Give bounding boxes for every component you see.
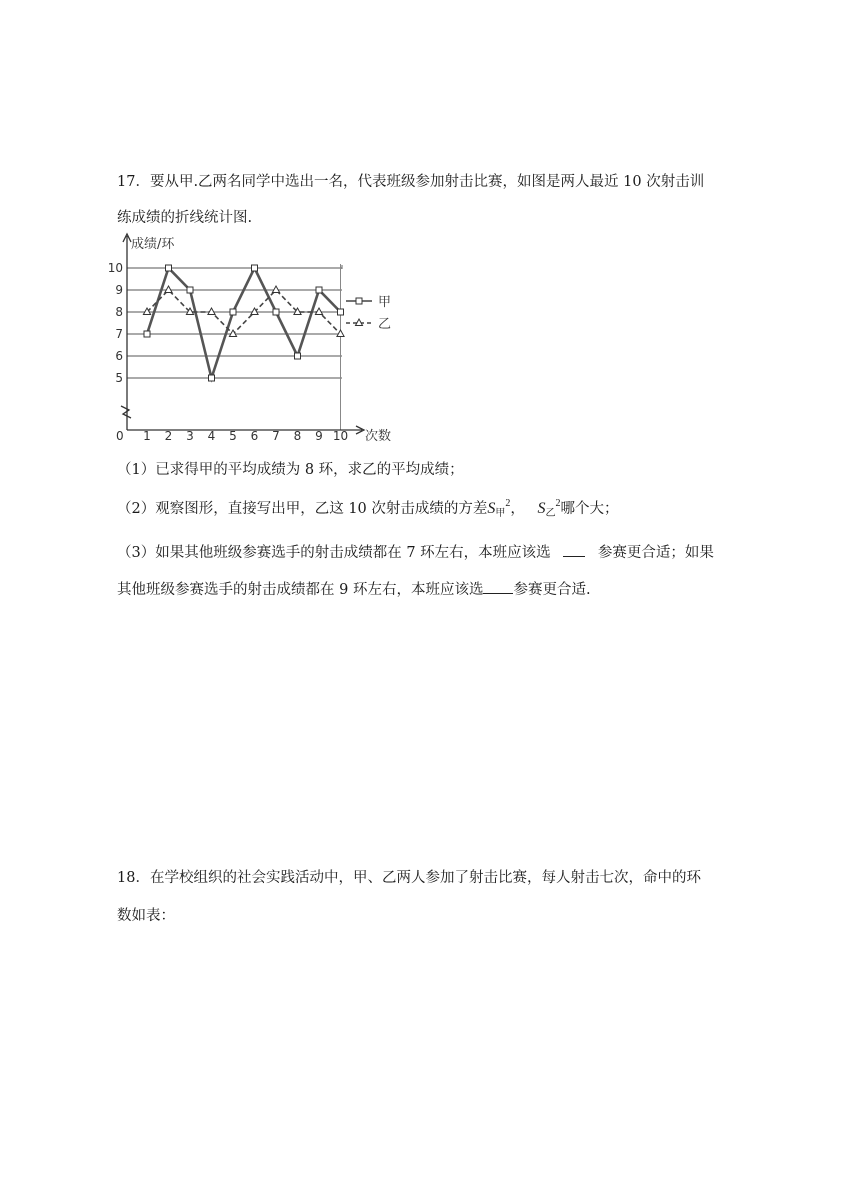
y-tick-label: 9	[115, 283, 123, 297]
data-point-yi	[272, 286, 279, 293]
q17-part-3b: 其他班级参赛选手的射击成绩都在 9 环左右，本班应该选 参赛更合适.	[117, 578, 591, 599]
data-point-yi	[337, 330, 344, 337]
x-tick-label: 9	[315, 429, 323, 443]
data-point-jia	[144, 331, 150, 337]
x-tick-label: 5	[229, 429, 237, 443]
data-point-yi	[229, 330, 236, 337]
data-point-yi	[165, 286, 172, 293]
y-axis-break	[121, 406, 131, 418]
data-point-jia	[316, 287, 322, 293]
x-tick-label: 4	[207, 429, 216, 443]
x-axis-label: 次数	[365, 429, 392, 444]
data-point-jia	[209, 375, 215, 381]
chart-axes	[108, 234, 391, 444]
data-point-jia	[295, 353, 301, 359]
x-tick-label: 2	[164, 429, 173, 443]
part2-comma: ，	[510, 501, 525, 517]
variance-jia: $S_甲^2$	[487, 498, 511, 519]
q17-line-2: 练成绩的折线统计图.	[117, 210, 253, 226]
data-point-jia	[273, 309, 279, 315]
variance-yi: $S_乙^2$	[537, 498, 561, 519]
answer-blank-2[interactable]	[483, 579, 513, 594]
legend-marker	[356, 319, 363, 326]
data-point-jia	[187, 287, 193, 293]
x-tick-label: 3	[186, 429, 194, 443]
q18-line-2: 数如表：	[117, 908, 175, 924]
y-tick-label: 10	[107, 261, 123, 275]
data-point-jia	[230, 309, 236, 315]
legend-label: 甲	[378, 295, 392, 310]
q17-part-3a: （3）如果其他班级参赛选手的射击成绩都在 7 环左右，本班应该选 参赛更合适；如果	[117, 541, 714, 562]
q18-line-1: 18．在学校组织的社会实践活动中，甲、乙两人参加了射击比赛，每人射击七次，命中的环	[117, 870, 701, 886]
origin-label: 0	[116, 429, 124, 443]
q17-part-2	[117, 497, 619, 519]
part2-tail: 哪个大；	[560, 501, 619, 517]
x-tick-label: 10	[332, 429, 349, 443]
x-tick-label: 1	[143, 429, 151, 443]
legend-marker	[356, 298, 362, 304]
q17-line-1: 17．要从甲.乙两名同学中选出一名，代表班级参加射击比赛，如图是两人最近 10 次射击训	[117, 174, 705, 190]
q17-part-1: （1）已求得甲的平均成绩为 8 环，求乙的平均成绩；	[117, 462, 464, 478]
line-chart	[100, 232, 430, 444]
data-point-jia	[338, 309, 344, 315]
y-tick-label: 7	[115, 327, 123, 341]
chart-grid	[127, 264, 342, 430]
y-axis-label: 成绩/环	[131, 237, 175, 252]
answer-blank-1[interactable]	[563, 542, 585, 557]
x-tick-label: 7	[272, 429, 280, 443]
data-point-jia	[166, 265, 172, 271]
x-tick-label: 6	[250, 429, 259, 443]
y-tick-label: 5	[115, 371, 123, 385]
x-tick-label: 8	[293, 429, 302, 443]
legend-label: 乙	[378, 317, 392, 332]
y-tick-label: 6	[115, 349, 123, 363]
chart-series	[143, 265, 344, 381]
part2-text: （2）观察图形，直接写出甲，乙这 10 次射击成绩的方差	[117, 501, 488, 517]
data-point-jia	[252, 265, 258, 271]
y-tick-label: 8	[115, 305, 123, 319]
chart-legend	[346, 295, 391, 332]
